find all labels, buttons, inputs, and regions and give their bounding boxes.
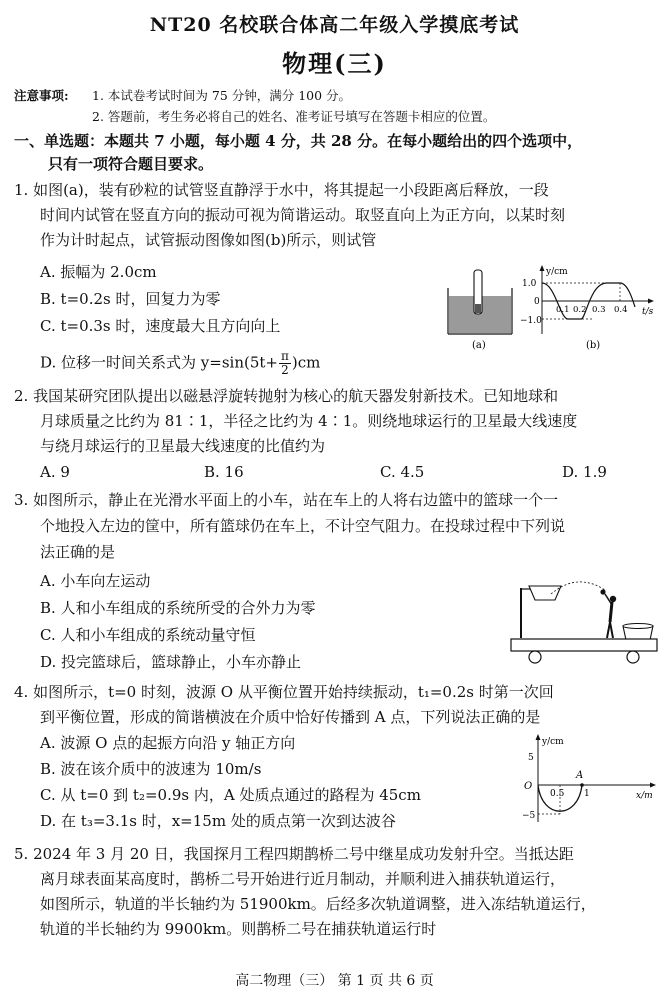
notes-item-1: 1. 本试卷考试时间为 75 分钟，满分 100 分。 — [92, 88, 352, 103]
q1-option-a: A. 振幅为 2.0cm — [40, 263, 157, 281]
notes-item-2: 2. 答题前，考生务必将自己的姓名、准考证号填写在答题卡相应的位置。 — [92, 109, 496, 124]
page-footer: 高二物理（三） 第 1 页 共 6 页 — [235, 973, 434, 989]
q4-figure — [516, 730, 662, 828]
q5-line-1: 5. 2024 年 3 月 20 日，我国探月工程四期鹊桥二号中继星成功发射升空。当抵达距 — [14, 845, 574, 863]
q1-fraction — [279, 350, 291, 377]
q1-figure-a — [440, 262, 520, 350]
q2-option-a: A. 9 — [40, 463, 70, 481]
q2-option-b: B. 16 — [204, 463, 244, 481]
q2-line-2: 月球质量之比约为 81∶1，半径之比约为 4∶1。则绕地球运行的卫星最大线速度 — [40, 412, 578, 430]
sand — [475, 304, 481, 313]
q4-y-bottom-label: −5 — [522, 811, 536, 821]
q3-line-2: 个地投入左边的筐中，所有篮球仍在车上，不计空气阻力。在投球过程中下列说 — [40, 517, 566, 535]
q1-x-axis-label: t/s — [642, 307, 654, 317]
q1-option-c: C. t=0.3s 时，速度最大且方向向上 — [40, 317, 281, 335]
q3-option-d: D. 投完篮球后，篮球静止，小车亦静止 — [40, 653, 302, 671]
q3-option-b: B. 人和小车组成的系统所受的合外力为零 — [40, 599, 316, 617]
thrown-ball — [600, 589, 605, 594]
exam-title: NT20 名校联合体高二年级入学摸底考试 — [149, 14, 520, 36]
q2-option-c: C. 4.5 — [380, 463, 425, 481]
q2-option-d: D. 1.9 — [562, 463, 607, 481]
notes-label: 注意事项: — [14, 88, 69, 103]
q3-line-1: 3. 如图所示，静止在光滑水平面上的小车，站在车上的人将右边篮中的篮球一个一 — [14, 491, 559, 509]
q1-fraction-denominator: 2 — [281, 363, 289, 377]
q4-line-2: 到平衡位置，形成的简谐横波在介质中恰好传播到 A 点，下列说法正确的是 — [40, 708, 541, 726]
q4-y-axis-label: y/cm — [542, 737, 564, 747]
section-heading-line-2: 只有一项符合题目要求。 — [48, 155, 214, 173]
q4-option-d: D. 在 t₃=3.1s 时，x=15m 处的质点第一次到达波谷 — [40, 812, 396, 830]
cart-wheel-left — [529, 651, 541, 663]
left-basket — [529, 586, 561, 600]
section-heading-line-1: 一、单选题：本题共 7 小题，每小题 4 分，共 28 分。在每小题给出的四个选项中， — [14, 132, 583, 150]
q4-option-b: B. 波在该介质中的波速为 10m/s — [40, 760, 262, 778]
q5-line-2: 离月球表面某高度时，鹊桥二号开始进行近月制动，并顺利进入捕获轨道运行， — [40, 870, 566, 888]
q1-y-top-label: 1.0 — [522, 279, 537, 289]
q3-option-a: A. 小车向左运动 — [40, 572, 151, 590]
q5-line-3: 如图所示，轨道的半长轴约为 51900km。后经多次轨道调整，进入冻结轨道运行， — [40, 895, 596, 913]
q1-y-bottom-label: −1.0 — [520, 316, 542, 326]
q1-line-1: 1. 如图(a)，装有砂粒的试管竖直静浮于水中，将其提起一小段距离后释放，一段 — [14, 181, 549, 199]
q2-line-1: 2. 我国某研究团队提出以磁悬浮旋转抛射为核心的航天器发射新技术。已知地球和 — [14, 387, 559, 405]
q1-origin-label: 0 — [534, 297, 540, 307]
person-head — [610, 596, 616, 602]
q4-x-axis-label: x/m — [636, 791, 653, 801]
q1-tick-2: 0.2 — [573, 305, 587, 315]
q1-figure-b-label: (b) — [586, 340, 601, 350]
q1-fraction-numerator: π — [281, 349, 289, 363]
q1-tick-4: 0.4 — [614, 305, 628, 315]
q3-figure — [505, 574, 663, 668]
q1-y-axis-label: y/cm — [546, 267, 568, 277]
q4-tick-one: 1 — [584, 789, 590, 799]
exam-subtitle: 物理(三) — [282, 49, 387, 78]
q1-tick-3: 0.3 — [592, 305, 606, 315]
q4-tick-half: 0.5 — [550, 789, 565, 799]
q1-line-3: 作为计时起点，试管振动图像如图(b)所示，则试管 — [40, 231, 377, 249]
q4-y-top-label: 5 — [528, 753, 534, 763]
q1-option-d — [40, 350, 320, 377]
cart-wheel-right — [627, 651, 639, 663]
q4-origin-label: O — [524, 781, 533, 792]
q1-line-2: 时间内试管在竖直方向的振动可视为简谐运动。取竖直向上为正方向，以某时刻 — [40, 206, 566, 224]
q1-option-d-post: )cm — [291, 353, 321, 372]
q3-option-c: C. 人和小车组成的系统动量守恒 — [40, 626, 256, 644]
cart-body — [511, 639, 657, 651]
q4-option-c: C. 从 t=0 到 t₂=0.9s 内，A 处质点通过的路程为 45cm — [40, 786, 421, 804]
q1-figure-a-label: (a) — [472, 340, 486, 350]
q1-option-b: B. t=0.2s 时，回复力为零 — [40, 290, 221, 308]
q2-line-3: 与绕月球运行的卫星最大线速度的比值约为 — [40, 437, 326, 455]
q4-line-1: 4. 如图所示，t=0 时刻，波源 O 从平衡位置开始持续振动，t₁=0.2s 时第一次回 — [14, 683, 554, 701]
point-a-marker — [580, 783, 584, 787]
q1-figure-b — [520, 262, 660, 350]
q1-tick-1: 0.1 — [556, 305, 570, 315]
q5-line-4: 轨道的半长轴约为 9900km。则鹊桥二号在捕获轨道运行时 — [40, 920, 437, 938]
q4-option-a: A. 波源 O 点的起振方向沿 y 轴正方向 — [40, 734, 296, 752]
q4-point-a-label: A — [576, 770, 584, 781]
q3-line-3: 法正确的是 — [40, 543, 116, 561]
q1-option-d-pre: D. 位移一时间关系式为 y=sin(5t+ — [40, 353, 278, 372]
